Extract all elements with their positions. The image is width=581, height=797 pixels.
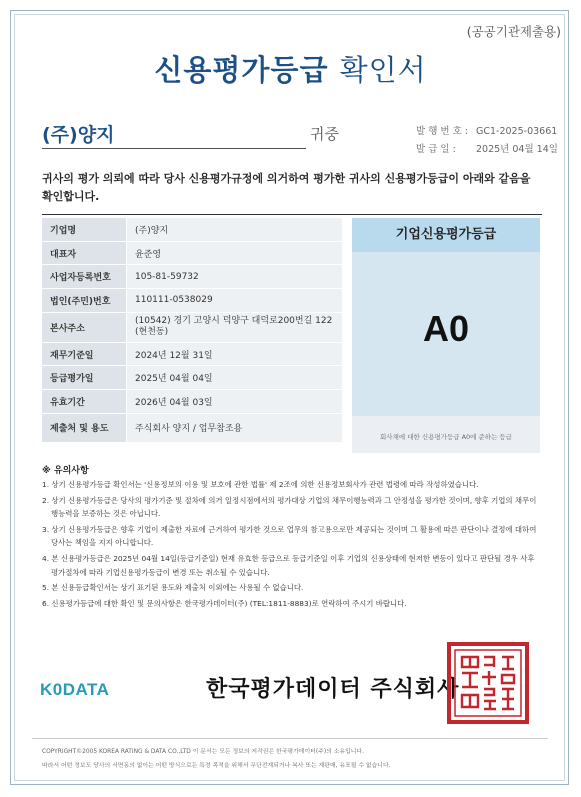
table-row <box>42 265 342 289</box>
table-row <box>42 366 342 390</box>
notes-title: ※ 유의사항 <box>42 466 89 476</box>
row-key: 제출처 및 용도 <box>42 413 127 442</box>
title-bold: 신용평가등급 <box>154 53 329 87</box>
grade-value: A0 <box>422 308 470 349</box>
row-value: 윤준영 <box>127 241 343 265</box>
intro-divider <box>42 214 542 215</box>
row-key: 법인(주민)번호 <box>42 289 127 313</box>
document-title <box>0 48 581 89</box>
row-value: (주)양지 <box>127 218 343 241</box>
notes-list <box>42 478 540 612</box>
row-value: 110111-0538029 <box>127 289 343 313</box>
row-key: 대표자 <box>42 241 127 265</box>
company-info-table <box>42 218 342 443</box>
row-key: 본사주소 <box>42 312 127 342</box>
table-row <box>42 218 342 241</box>
issue-number-value: GC1-2025-03661 <box>476 126 558 137</box>
copyright-footer <box>42 745 540 773</box>
publication-note: (공공기관제출용) <box>466 24 561 39</box>
row-key: 재무기준일 <box>42 342 127 366</box>
row-value: 105-81-59732 <box>127 265 343 289</box>
footer-divider <box>32 738 548 739</box>
note-item: 1. 상기 신용평가등급 확인서는 '신용정보의 이용 및 보호에 관한 법률' 제 2조에 의한 신용정보회사가 관련 법령에 따라 작성하였습니다. <box>42 480 479 489</box>
row-value: 2026년 04월 03일 <box>127 390 343 414</box>
grade-box <box>352 218 540 453</box>
row-key: 유효기간 <box>42 390 127 414</box>
grade-caption: 회사채에 대한 신용평가등급 A0에 준하는 등급 <box>380 433 512 441</box>
row-value: 2025년 04월 04일 <box>127 366 343 390</box>
row-value: 주식회사 양지 / 업무참조용 <box>127 413 343 442</box>
grade-panel <box>352 252 540 416</box>
issue-date-row <box>416 141 558 159</box>
note-item: 2. 상기 신용평가등급은 당사의 평가기준 및 절차에 의거 일정시점에서의 평가대상 기업의 채무이행능력과 그 안정성을 평가한 것이며, 향후 기업의 채무이행능력을 보증하는 것은 아닙니다. <box>42 495 537 519</box>
row-value <box>127 312 343 342</box>
table-row <box>42 390 342 414</box>
table-row <box>42 289 342 313</box>
note-item: 3. 상기 신용평가등급은 향후 기업이 제출한 자료에 근거하여 평가한 것으로 업무의 참고용으로만 제공되는 것이며 그 활용에 따른 판단이나 결정에 대하여 당사는 책임을 지지 아니합니다. <box>42 524 537 548</box>
issue-date-value: 2025년 04월 14일 <box>476 144 558 155</box>
issue-info <box>416 123 558 159</box>
table-row <box>42 241 342 265</box>
row-key: 사업자등록번호 <box>42 265 127 289</box>
company-seal-icon <box>446 641 530 725</box>
table-row <box>42 413 342 442</box>
table-row <box>42 312 342 342</box>
row-key: 기업명 <box>42 218 127 241</box>
note-item: 6. 신용평가등급에 대한 확인 및 문의사항은 한국평가데이터(주) (TEL:1811-8883)로 연락하여 주시기 바랍니다. <box>42 598 407 608</box>
footer-line-1: COPYRIGHT©2005 KOREA RATING & DATA CO.,LTD 이 문서는 모든 정보의 저작권은 한국평가데이터(주)의 소유입니다. <box>42 749 365 755</box>
kodata-logo: K0DATA <box>40 680 110 699</box>
row-key: 등급평가일 <box>42 366 127 390</box>
table-row <box>42 342 342 366</box>
title-light: 확인서 <box>339 53 427 87</box>
recipient-suffix: 귀중 <box>310 125 339 143</box>
issue-number-label: 발 행 번 호 : <box>416 126 468 137</box>
grade-header: 기업신용평가등급 <box>352 218 540 252</box>
row-value: 2024년 12월 31일 <box>127 342 343 366</box>
note-item: 5. 본 신용등급확인서는 상기 표기된 용도와 제출처 이외에는 사용될 수 없습니다. <box>42 583 304 593</box>
company-name: 한국평가데이터 주식회사 <box>206 677 460 702</box>
issue-number-row <box>416 123 558 141</box>
footer-line-2: 따라서 어떤 정보도 당사의 서면동의 없이는 어떤 방식으로든 특정 목적을 위해서 무단전재되거나 복사 또는 재판매, 유포될 수 없습니다. <box>42 763 391 769</box>
note-item: 4. 본 신용평가등급은 2025년 04월 14일(등급기준일) 현재 유효한 등급으로 등급기준일 이후 기업의 신용상태에 현저한 변동이 있다고 판단될 경우 사후평가절차에 따라 기업신용평가등급이 변경 또는 취소될 수 있습니다. <box>42 553 535 577</box>
intro-text: 귀사의 평가 의뢰에 따라 당사 신용평가규정에 의거하여 평가한 귀사의 신용평가등급이 아래와 같음을 확인합니다. <box>42 172 531 203</box>
issue-date-label: 발 급 일 : <box>416 144 456 155</box>
address-text: (10542) 경기 고양시 덕양구 대덕로200번길 122 (현천동) <box>135 316 333 338</box>
recipient-name: (주)양지 <box>42 120 306 149</box>
